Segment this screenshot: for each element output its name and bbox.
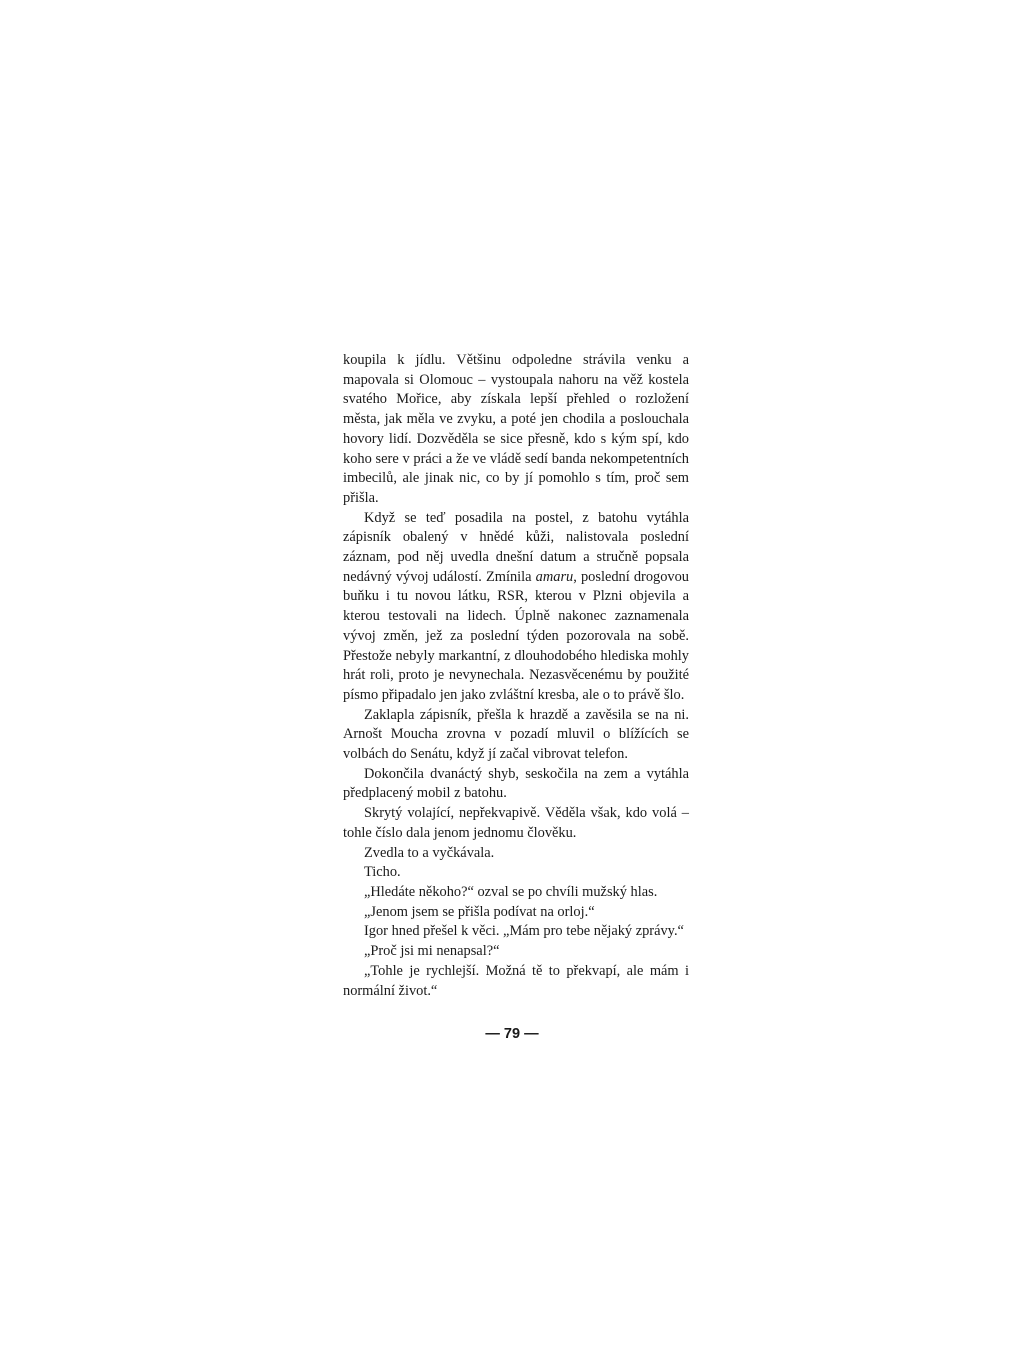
paragraph-2-part-1: Když se teď posadila na postel, z batohu vytáhla zápisník obalený v hnědé kůži, nalistovala poslední záznam, pod něj uvedla dnešní datum a stručně popsala nedávný vývoj událostí. Zmínila <box>343 509 689 585</box>
paragraph-3: Zaklapla zápisník, přešla k hrazdě a zavěsila se na ni. Arnošt Moucha zrovna v pozadí mluvil o blížících se volbách do Senátu, když jí začal vibrovat telefon. <box>343 706 689 763</box>
paragraph-4: Dokončila dvanáctý shyb, seskočila na zem a vytáhla předplacený mobil z batohu. <box>343 765 689 802</box>
paragraph-9: „Jenom jsem se přišla podívat na orloj.“ <box>364 903 595 920</box>
italic-word: amaru <box>535 568 574 585</box>
paragraph-6: Zvedla to a vyčkávala. <box>364 844 495 861</box>
paragraph-2-part-2: , poslední drogovou buňku i tu novou látku, RSR, kterou v Plzni objevila a kterou testovali na lidech. Úplně nakonec zaznamenala vývoj změn, jež za poslední týden pozorovala na sobě. Přestože nebyly markantní, z dlouhodobého hlediska mohly hrát roli, proto je nevynechala. Nezasvěcenému by použité písmo připadalo jen jako zvláštní kresba, ale o to právě šlo. <box>343 568 689 703</box>
paragraph-12: „Tohle je rychlejší. Možná tě to překvapí, ale mám i normální život.“ <box>343 962 689 999</box>
body-text <box>343 351 689 1001</box>
paragraph-2 <box>343 509 689 706</box>
paragraph-10: Igor hned přešel k věci. „Mám pro tebe nějaký zprávy.“ <box>364 923 684 940</box>
paragraph-7: Ticho. <box>364 864 401 881</box>
paragraph-11: „Proč jsi mi nenapsal?“ <box>364 943 500 960</box>
paragraph-1: koupila k jídlu. Většinu odpoledne strávila venku a mapovala si Olomouc – vystoupala nahoru na věž kostela svatého Mořice, aby získala lepší přehled o rozložení města, jak měla ve zvyku, a poté jen chodila a poslouchala hovory lidí. Dozvěděla se sice přesně, kdo s kým spí, kdo koho sere v práci a že ve vládě sedí banda nekompetentních imbecilů, ale jinak nic, co by jí pomohlo s tím, proč sem přišla. <box>343 352 689 506</box>
paragraph-8: „Hledáte někoho?“ ozval se po chvíli mužský hlas. <box>364 883 658 900</box>
paragraph-5: Skrytý volající, nepřekvapivě. Věděla však, kdo volá – tohle číslo dala jenom jednomu člověku. <box>343 805 689 841</box>
page-number: — 79 — <box>485 1026 539 1042</box>
